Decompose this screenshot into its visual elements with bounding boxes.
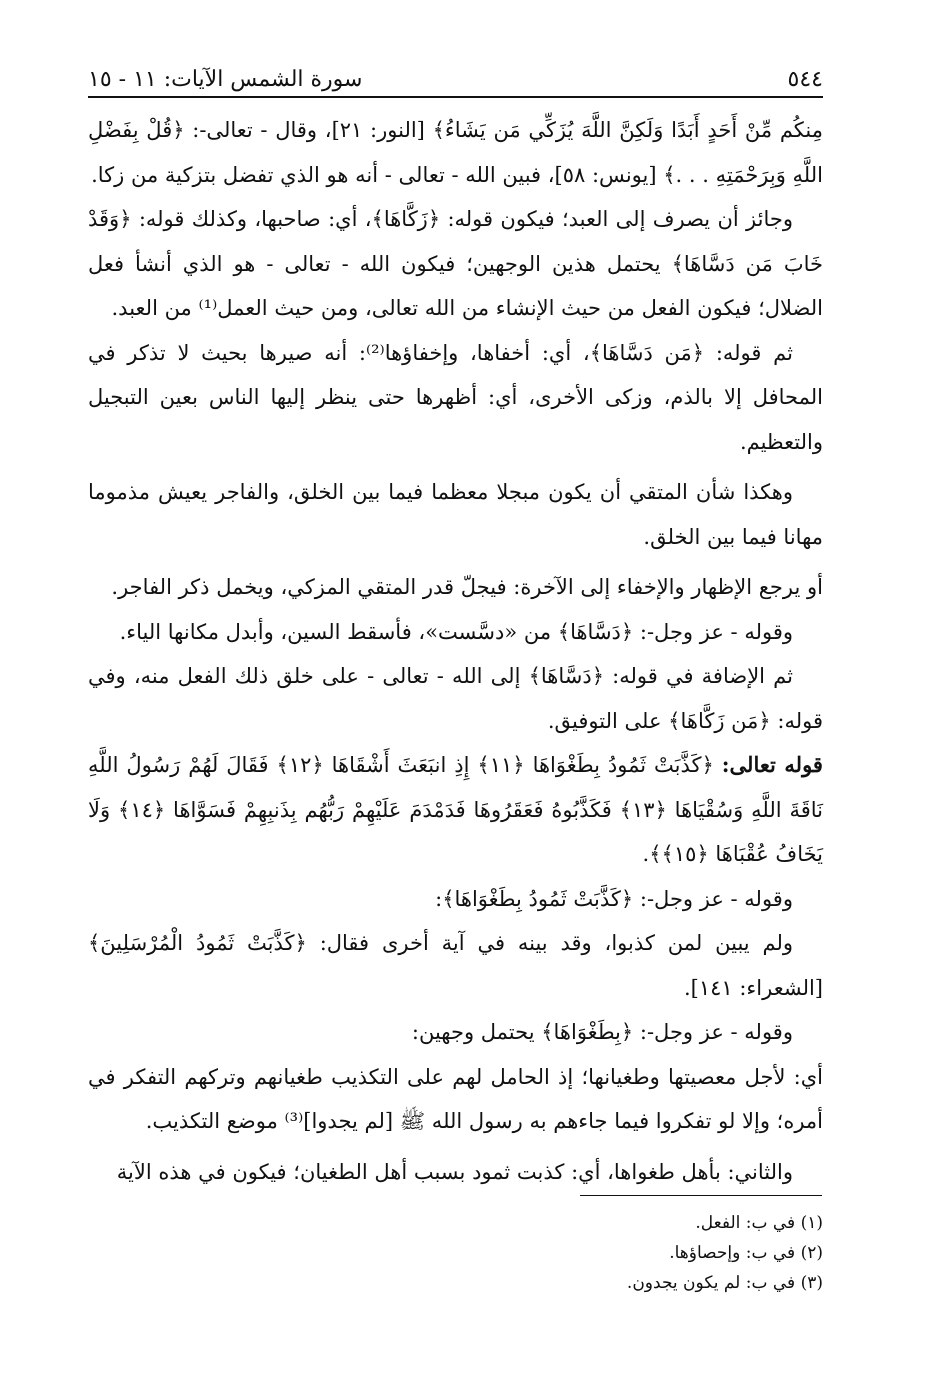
paragraph: وقوله - عز وجل-: ﴿كَذَّبَتْ ثَمُودُ بِطَغْوَاهَا﴾: [435,886,793,911]
running-title: سورة الشمس الآيات: ١١ - ١٥ [88,67,363,92]
verse-label: قوله تعالى: [721,752,823,777]
header-divider [88,96,823,98]
footnote-divider [580,1195,822,1196]
paragraph: أو يرجع الإظهار والإخفاء إلى الآخرة: فيجلّ قدر المتقي المزكي، ويخمل ذكر الفاجر. [111,575,823,599]
paragraph: ثم الإضافة في قوله: ﴿دَسَّاهَا﴾ إلى الله - تعالى - على خلق ذلك الفعل منه، وفي قوله: ﴿مَن زَكَّاهَا﴾ على التوفيق. [88,664,823,733]
paragraph: والثاني: بأهل طغواها، أي: كذبت ثمود بسبب أهل الطغيان؛ فيكون في هذه الآية [116,1159,793,1184]
paragraph: ولم يبين لمن كذبوا، وقد بينه في آية أخرى فقال: ﴿كَذَّبَتْ ثَمُودُ الْمُرْسَلِينَ﴾ [الشعراء: ١٤١]. [88,931,823,1000]
footnote: (٢) في ب: وإحصاؤها. [669,1243,823,1263]
page-number: ٥٤٤ [787,67,823,92]
paragraph: وهكذا شأن المتقي أن يكون مبجلا معظما فيما بين الخلق، والفاجر يعيش مذموما مهانا فيما بين الخلق. [88,480,823,549]
verse-text: ﴿كَذَّبَتْ ثَمُودُ بِطَغْوَاهَا ﴿١١﴾ إِذِ انبَعَثَ أَشْقَاهَا ﴿١٢﴾ فَقَالَ لَهُمْ رَسُولُ اللَّهِ نَاقَةَ اللَّهِ وَسُقْيَاهَا ﴿١٣﴾ فَكَذَّبُوهُ فَعَقَرُوهَا فَدَمْدَمَ عَلَيْهِمْ رَبُّهُم بِذَنبِهِمْ فَسَوَّاهَا ﴿١٤﴾ وَلَا يَخَافُ عُقْبَاهَا ﴿١٥﴾﴾. [88,753,823,866]
paragraph: وقوله - عز وجل-: ﴿دَسَّاهَا﴾ من «دسَّست»، فأسقط السين، وأبدل مكانها الياء. [119,619,793,644]
paragraph: مِنكُم مِّنْ أَحَدٍ أَبَدًا وَلَكِنَّ اللَّهَ يُزَكِّي مَن يَشَاءُ﴾ [النور: ٢١]، وقال - تعالى-: ﴿قُلْ بِفَضْلِ اللَّهِ وَبِرَحْمَتِهِ . . .﴾ [يونس: ٥٨]، فبين الله - تعالى - أنه هو الذي تفضل بتزكية من زكا. [88,118,823,187]
paragraph: ثم قوله: ﴿مَن دَسَّاهَا﴾، أي: أخفاها، وإخفاؤها⁽²⁾: أنه صيرها بحيث لا تذكر في المحافل إلا بالذم، وزكى الأخرى، أي: أظهرها حتى ينظر إليها الناس بعين التبجيل والتعظيم. [88,340,823,454]
paragraph: أي: لأجل معصيتها وطغيانها؛ إذ الحامل لهم على التكذيب طغيانهم وتركهم التفكر في أمره؛ وإلا لو تفكروا فيما جاءهم به رسول الله ﷺ [لم يجدوا]⁽³⁾ موضع التكذيب. [88,1064,823,1133]
paragraph: وجائز أن يصرف إلى العبد؛ فيكون قوله: ﴿زَكَّاهَا﴾، أي: صاحبها، وكذلك قوله: ﴿وَقَدْ خَابَ مَن دَسَّاهَا﴾ يحتمل هذين الوجهين؛ فيكون الله - تعالى - هو الذي أنشأ فعل الضلال؛ فيكون الفعل من حيث الإنشاء من الله تعالى، ومن حيث العمل⁽¹⁾ من العبد. [88,207,823,320]
footnotes [300,1208,823,1298]
verse-block [88,743,823,877]
footnote: (١) في ب: الفعل. [695,1213,823,1233]
page-header [88,58,823,92]
footnote: (٣) في ب: لم يكون يجدون. [626,1273,823,1293]
page-body [88,108,823,1194]
paragraph: وقوله - عز وجل-: ﴿بِطَغْوَاهَا﴾ يحتمل وجهين: [411,1020,793,1044]
